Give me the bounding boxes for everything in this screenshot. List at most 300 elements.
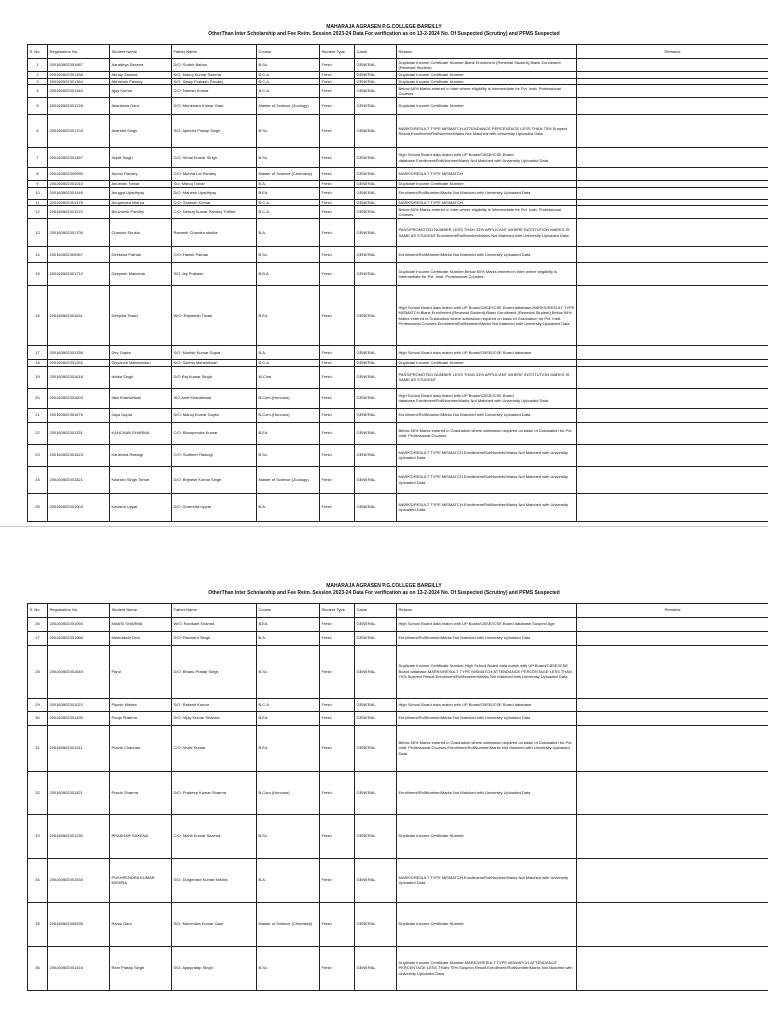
table-row	[28, 346, 768, 360]
father-name-cell: C/O: Santosh Kumar	[172, 199, 257, 206]
col-registration-header: Registration No.	[48, 603, 110, 617]
father-name-cell: D/O Raj Kumar Singh	[172, 366, 257, 388]
registration-number-cell: 200160502301262	[48, 360, 110, 367]
course-cell: B.C.A.	[257, 72, 320, 79]
col-father-name-header: Father Name	[172, 45, 257, 59]
student-type-cell: Fresh	[320, 187, 355, 199]
registration-number-cell: 200160502301022	[48, 698, 110, 711]
table-row	[28, 115, 768, 148]
student-name-cell: Piyush Mishra	[110, 698, 172, 711]
student-name-cell: PRAKHAR SAXENA	[110, 814, 172, 858]
reason-cell: MARKS/RESULT TYPE MISMATCH,Enrollment/RollNumber/Marks Not Matched with University Uploaded Data	[397, 444, 577, 466]
serial-number-cell: 19	[28, 366, 48, 388]
reason-cell: MARKS/RESULT TYPE MISMATCH	[397, 199, 577, 206]
remarks-cell	[577, 466, 768, 493]
course-cell: B.A.	[257, 181, 320, 188]
reason-cell: High School Board data match with UP Board/CBSE/ICSE Board database,Enrollment/RollNumber/Marks Not Matched with University Uploaded Data	[397, 148, 577, 168]
serial-number-cell: 5	[28, 98, 48, 115]
caste-cell: GENERAL	[355, 263, 397, 286]
student-name-cell: MANSI SHARMA	[110, 617, 172, 631]
col-caste-header: Caste	[355, 45, 397, 59]
reason-cell: Enrollment/RollNumber/Marks Not Matched with University Uploaded Data	[397, 711, 577, 725]
serial-number-cell: 10	[28, 187, 48, 199]
student-name-cell: Itish Khandelwal	[110, 388, 172, 408]
student-type-cell: Fresh	[320, 711, 355, 725]
father-name-cell: Ramesh Chandra shukla	[172, 219, 257, 247]
reason-cell: Below 55% Marks entered in Graduation where admission required on basic of Graduation for Pvt. Instt. Professional Courses,Enrollment/RollNumber/Marks Not Matched with University Uploaded Data	[397, 725, 577, 771]
caste-cell: GENERAL	[355, 78, 397, 85]
table-row	[28, 631, 768, 645]
serial-number-cell: 13	[28, 219, 48, 247]
col-sno-header: S. No.	[28, 45, 48, 59]
student-type-cell: Fresh	[320, 366, 355, 388]
table-row	[28, 493, 768, 521]
father-name-cell: C/O: Mohit Kumar Saxena	[172, 814, 257, 858]
caste-cell: GENERAL	[355, 725, 397, 771]
student-type-cell: Fresh	[320, 181, 355, 188]
student-type-cell: Fresh	[320, 148, 355, 168]
student-name-cell: Anmol Pandey	[110, 168, 172, 181]
remarks-cell	[577, 408, 768, 422]
student-name-cell: Akanksha Gaur	[110, 98, 172, 115]
page-header-2	[0, 583, 768, 597]
father-name-cell: S/O: Munish Kumar Gupta	[172, 346, 257, 360]
student-type-cell: Fresh	[320, 698, 355, 711]
table-row	[28, 466, 768, 493]
father-name-cell: C/O: Harish Pathak	[172, 247, 257, 263]
student-type-cell: Fresh	[320, 422, 355, 444]
table-row	[28, 946, 768, 990]
student-type-cell: Fresh	[320, 78, 355, 85]
registration-number-cell: 200160502301364	[48, 78, 110, 85]
course-cell: M.Com.	[257, 366, 320, 388]
serial-number-cell: 28	[28, 645, 48, 698]
reason-cell: MARKS/RESULT TYPE MISMATCH,Enrollment/RollNumber/Marks Not Matched with University Uploaded Data	[397, 858, 577, 902]
student-type-cell: Fresh	[320, 493, 355, 521]
serial-number-cell: 15	[28, 263, 48, 286]
student-name-cell: Anubhav Tomar	[110, 181, 172, 188]
remarks-cell	[577, 98, 768, 115]
reason-cell: Enrollment/RollNumber/Marks Not Matched with University Uploaded Data	[397, 631, 577, 645]
serial-number-cell: 9	[28, 181, 48, 188]
serial-number-cell: 12	[28, 206, 48, 219]
registration-number-cell: 200160502301230	[48, 814, 110, 858]
col-registration-header: Registration No.	[48, 45, 110, 59]
col-course-header: Course	[257, 603, 320, 617]
col-student-name-header: Student Name	[110, 45, 172, 59]
registration-number-cell: 200160502301521	[48, 466, 110, 493]
student-name-cell: Prachi Sharma	[110, 771, 172, 814]
student-type-cell: Fresh	[320, 617, 355, 631]
remarks-cell	[577, 286, 768, 346]
registration-number-cell: 200160502301446	[48, 187, 110, 199]
remarks-cell	[577, 725, 768, 771]
reason-cell: Duplicate Income Certificate Number	[397, 814, 577, 858]
col-student-name-header: Student Name	[110, 603, 172, 617]
caste-cell: GENERAL	[355, 206, 397, 219]
reason-cell: Enrollment/RollNumber/Marks Not Matched with University Uploaded Data	[397, 771, 577, 814]
caste-cell: GENERAL	[355, 199, 397, 206]
serial-number-cell: 2	[28, 72, 48, 79]
serial-number-cell: 24	[28, 466, 48, 493]
father-name-cell: S/O Jay Prakash	[172, 263, 257, 286]
remarks-cell	[577, 631, 768, 645]
col-student-type-header: Student Type	[320, 45, 355, 59]
father-name-cell: D/O: Ravindra Singh	[172, 631, 257, 645]
course-cell: B.C.A.	[257, 698, 320, 711]
remarks-cell	[577, 617, 768, 631]
col-sno-header: S. No.	[28, 603, 48, 617]
father-name-cell: D/O: Brijnesh Kumar Singh	[172, 466, 257, 493]
table-row	[28, 247, 768, 263]
father-name-cell: S/O: Manoj Kumar Saxena	[172, 72, 257, 79]
student-name-cell: Aaradhya Saxena	[110, 59, 172, 72]
course-cell: B.C.A.	[257, 199, 320, 206]
table-row	[28, 85, 768, 98]
student-type-cell: Fresh	[320, 72, 355, 79]
student-type-cell: Fresh	[320, 645, 355, 698]
serial-number-cell: 3	[28, 78, 48, 85]
student-name-cell: Parul	[110, 645, 172, 698]
course-cell: B.Sc.	[257, 59, 320, 72]
serial-number-cell: 32	[28, 771, 48, 814]
table-row	[28, 645, 768, 698]
remarks-cell	[577, 388, 768, 408]
father-name-cell: C/O: Munna Lal Pandey	[172, 168, 257, 181]
reason-cell: PASS/PROMOTED NUMBER LESS THAN 33% APPLICANT WHERE INSTITUTION MARKS IS SAME AS STUDENT,Enrollment/RollNumber/Marks Not Matched with University Uploaded Data	[397, 219, 577, 247]
father-name-cell: W/O: Ravikant Sharma	[172, 617, 257, 631]
caste-cell: GENERAL	[355, 168, 397, 181]
table-row	[28, 286, 768, 346]
remarks-cell	[577, 444, 768, 466]
father-name-cell: S/O: Rakesh Kumar	[172, 698, 257, 711]
caste-cell: GENERAL	[355, 493, 397, 521]
registration-number-cell: 200160502301523	[48, 444, 110, 466]
serial-number-cell: 30	[28, 711, 48, 725]
reason-cell: Duplicate Income Certificate Number	[397, 78, 577, 85]
remarks-cell	[577, 85, 768, 98]
registration-number-cell: 200160502301010	[48, 181, 110, 188]
reason-cell: Duplicate Income Certificate Number	[397, 98, 577, 115]
father-name-cell: S/O: Sachin Maheshwari	[172, 360, 257, 367]
registration-number-cell: 200160502301705	[48, 219, 110, 247]
remarks-cell	[577, 902, 768, 946]
course-cell: B.A.	[257, 631, 320, 645]
remarks-cell	[577, 263, 768, 286]
table-row	[28, 711, 768, 725]
serial-number-cell: 22	[28, 422, 48, 444]
father-name-cell: C/O: Neeraj Kumar Pandey 'Father'	[172, 206, 257, 219]
serial-number-cell: 27	[28, 631, 48, 645]
student-name-cell: Kashish Singh Tomar	[110, 466, 172, 493]
caste-cell: GENERAL	[355, 422, 397, 444]
table-row	[28, 617, 768, 631]
student-type-cell: Fresh	[320, 219, 355, 247]
report-subtitle: OtherThan Inter Scholarship and Fee Reim. Session 2023-24 Data For verification as on 13-2-2024 No. Of Suspected (Scrutiny) and PFMS Suspected	[208, 589, 560, 596]
caste-cell: GENERAL	[355, 181, 397, 188]
registration-number-cell: 200160502301416	[48, 946, 110, 990]
student-type-cell: Fresh	[320, 946, 355, 990]
father-name-cell: S/O: Satay Prakash Pandey	[172, 78, 257, 85]
serial-number-cell: 26	[28, 617, 48, 631]
serial-number-cell: 33	[28, 814, 48, 858]
reason-cell: High School Board data match with UP Board/CBSE/ICSE Board database,Suspect Age	[397, 617, 577, 631]
caste-cell: GENERAL	[355, 466, 397, 493]
table-row	[28, 388, 768, 408]
student-type-cell: Fresh	[320, 263, 355, 286]
remarks-cell	[577, 698, 768, 711]
student-name-cell: Divyansh Maheshwari	[110, 360, 172, 367]
course-cell: B.C.A.	[257, 78, 320, 85]
caste-cell: GENERAL	[355, 645, 397, 698]
father-name-cell: D/O: Manoj Kumar Gupta	[172, 408, 257, 422]
remarks-cell	[577, 422, 768, 444]
course-cell: B.C.A.	[257, 360, 320, 367]
student-name-cell: KANCHAN SHARMA	[110, 422, 172, 444]
course-cell: B.A.	[257, 346, 320, 360]
registration-number-cell: 200160502301331	[48, 422, 110, 444]
serial-number-cell: 34	[28, 858, 48, 902]
col-student-type-header: Student Type	[320, 603, 355, 617]
registration-number-cell: 200160502301618	[48, 366, 110, 388]
student-name-cell: Dev Gupta	[110, 346, 172, 360]
serial-number-cell: 29	[28, 698, 48, 711]
reason-cell: Enrollment/RollNumber/Marks Not Matched with University Uploaded Data	[397, 408, 577, 422]
registration-number-cell: 200160502301336	[48, 346, 110, 360]
registration-number-cell: 200160502301687	[48, 59, 110, 72]
caste-cell: GENERAL	[355, 286, 397, 346]
serial-number-cell: 25	[28, 493, 48, 521]
student-name-cell: Chandni Shukla	[110, 219, 172, 247]
student-name-cell: Jaya Gupta	[110, 408, 172, 422]
table-row	[28, 168, 768, 181]
student-type-cell: Fresh	[320, 346, 355, 360]
course-cell: Master of Science (Zoology)	[257, 466, 320, 493]
course-cell: B.Ed.	[257, 711, 320, 725]
suspected-students-table-2	[27, 603, 768, 991]
course-cell: B.Ed.	[257, 617, 320, 631]
student-name-cell: Akarshit Singh	[110, 115, 172, 148]
student-type-cell: Fresh	[320, 98, 355, 115]
remarks-cell	[577, 168, 768, 181]
remarks-cell	[577, 219, 768, 247]
student-name-cell: Anupendra Mishra	[110, 199, 172, 206]
reason-cell: Enrollment/RollNumber/Marks Not Matched with University Uploaded Data	[397, 187, 577, 199]
table-row	[28, 422, 768, 444]
serial-number-cell: 35	[28, 902, 48, 946]
reason-cell: Duplicate Income Certificate Number,Below 60% Marks entered in Inter where eligibility is Intermediate for Pvt. Instt. Professional Courses	[397, 263, 577, 286]
reason-cell: Duplicate Income Certificate Number,Blank Enrollment (Renewal Student),Blank Enrollment (Renewal Student)	[397, 59, 577, 72]
student-type-cell: Fresh	[320, 360, 355, 367]
father-name-cell: D/O: Surendra Uppal	[172, 493, 257, 521]
registration-number-cell: 200160502301066	[48, 631, 110, 645]
course-cell: B.Sc.	[257, 814, 320, 858]
serial-number-cell: 16	[28, 286, 48, 346]
col-remarks-header: Remarks	[577, 603, 768, 617]
caste-cell: GENERAL	[355, 148, 397, 168]
student-name-cell: Anugya Upadhyay	[110, 187, 172, 199]
table-row	[28, 771, 768, 814]
registration-number-cell: 200160502300995	[48, 168, 110, 181]
caste-cell: GENERAL	[355, 698, 397, 711]
serial-number-cell: 31	[28, 725, 48, 771]
father-name-cell: D/O: Sudhir Baboo	[172, 59, 257, 72]
student-name-cell: Rahul Gaur	[110, 902, 172, 946]
registration-number-cell: 200160502300935	[48, 902, 110, 946]
student-name-cell: Abhishek Pandey	[110, 78, 172, 85]
table-row	[28, 98, 768, 115]
father-name-cell: C/O: Sudheer Rastogi	[172, 444, 257, 466]
course-cell: B.Ed.	[257, 187, 320, 199]
registration-number-cell: 200160502301475	[48, 199, 110, 206]
caste-cell: GENERAL	[355, 617, 397, 631]
remarks-cell	[577, 346, 768, 360]
reason-cell: High School Board data match with UP Board/CBSE/ICSE Board database	[397, 698, 577, 711]
reason-cell: High School Board data match with UP Board/CBSE/ICSE Board database,Enrollment/RollNumber/Marks Not Matched with University Uploaded Data	[397, 388, 577, 408]
caste-cell: GENERAL	[355, 858, 397, 902]
caste-cell: GENERAL	[355, 187, 397, 199]
registration-number-cell: 200160502301311	[48, 725, 110, 771]
reason-cell: MARKS/RESULT TYPE MISMATCH,ATTENDANCE PERCENTAGE LESS THAN 75%,Suspect Result,Enrollment/RollNumber/Marks Not Matched with University Uploaded Data	[397, 115, 577, 148]
caste-cell: GENERAL	[355, 711, 397, 725]
table-row	[28, 206, 768, 219]
registration-number-cell: 200160502301640	[48, 645, 110, 698]
father-name-cell: S/o: Manoj Tomar	[172, 181, 257, 188]
student-type-cell: Fresh	[320, 206, 355, 219]
serial-number-cell: 14	[28, 247, 48, 263]
student-type-cell: Fresh	[320, 388, 355, 408]
table-row	[28, 698, 768, 711]
serial-number-cell: 36	[28, 946, 48, 990]
student-name-cell: Bhuvnesh Pandey	[110, 206, 172, 219]
remarks-cell	[577, 115, 768, 148]
caste-cell: GENERAL	[355, 360, 397, 367]
registration-number-cell: 200160502301710	[48, 263, 110, 286]
caste-cell: GENERAL	[355, 408, 397, 422]
father-name-cell: D/O: Munendra Kumar Gaur	[172, 98, 257, 115]
reason-cell: Duplicate Income Certificate Number,High School Board data match with UP Board/CBSE/ICSE Board database,MARKS/RESULT TYPE MISMATCH,ATTENDANCE PERCENTAGE LESS THAN 75%,Suspect Result,Enrollment/RollNumber/Marks Not Matched with University Uploaded Data	[397, 645, 577, 698]
table-row	[28, 725, 768, 771]
college-title: MAHARAJA AGRASEN P.G.COLLEGE BAREILLY	[326, 24, 442, 30]
table-row	[28, 366, 768, 388]
serial-number-cell: 17	[28, 346, 48, 360]
student-type-cell: Fresh	[320, 771, 355, 814]
course-cell: Master of Science (Chemistry)	[257, 168, 320, 181]
course-cell: B.Sc.	[257, 645, 320, 698]
remarks-cell	[577, 645, 768, 698]
student-name-cell: PUSHPENDRA KUMAR MISHRA	[110, 858, 172, 902]
student-type-cell: Fresh	[320, 858, 355, 902]
reason-cell: MARKS/RESULT TYPE MISMATCH,Enrollment/RollNumber/Marks Not Matched with University Uploaded Data	[397, 466, 577, 493]
course-cell: Master of Science (Chemistry)	[257, 902, 320, 946]
course-cell: B.C.A.	[257, 206, 320, 219]
table-header-row	[28, 45, 768, 59]
registration-number-cell: 200160502301603	[48, 388, 110, 408]
page-header-1	[0, 0, 768, 38]
student-name-cell: Deepika Tiwari	[110, 286, 172, 346]
table-row	[28, 814, 768, 858]
reason-cell: High School Board data match with UP Board/CBSE/ICSE Board database	[397, 346, 577, 360]
remarks-cell	[577, 59, 768, 72]
col-reason-header: Reason	[397, 603, 577, 617]
table-header-row	[28, 603, 768, 617]
student-name-cell: Prachi Chauhan	[110, 725, 172, 771]
father-name-cell: C/O: Bhoopendra Kumar	[172, 422, 257, 444]
remarks-cell	[577, 366, 768, 388]
registration-number-cell: 200160502301093	[48, 617, 110, 631]
remarks-cell	[577, 148, 768, 168]
table-row	[28, 59, 768, 72]
course-cell: B.Com.(Honours)	[257, 771, 320, 814]
report-subtitle: OtherThan Inter Scholarship and Fee Reim. Session 2023-24 Data For verification as on 13-2-2024 No. Of Suspected (Scrutiny) and PFMS Suspected	[208, 31, 560, 37]
course-cell: B.Com.(Honours)	[257, 388, 320, 408]
registration-number-cell: 200160502301534	[48, 858, 110, 902]
caste-cell: GENERAL	[355, 814, 397, 858]
col-caste-header: Caste	[355, 603, 397, 617]
father-name-cell: D/O: Vijay Kumar Sharma	[172, 711, 257, 725]
reason-cell: Duplicate Income Certificate Number	[397, 72, 577, 79]
father-name-cell: D/O: Pradeep Kumar Sharma	[172, 771, 257, 814]
student-type-cell: Fresh	[320, 725, 355, 771]
table-row	[28, 902, 768, 946]
registration-number-cell: 200160502301521	[48, 771, 110, 814]
reason-cell: Duplicate Income Certificate Number	[397, 902, 577, 946]
registration-number-cell: 200160502301003	[48, 493, 110, 521]
caste-cell: GENERAL	[355, 219, 397, 247]
father-name-cell: W/O: Rajneesh Tiwari	[172, 286, 257, 346]
student-type-cell: Fresh	[320, 408, 355, 422]
caste-cell: GENERAL	[355, 902, 397, 946]
caste-cell: GENERAL	[355, 85, 397, 98]
suspected-students-table-1	[27, 44, 768, 522]
remarks-cell	[577, 814, 768, 858]
caste-cell: GENERAL	[355, 444, 397, 466]
registration-number-cell: 200160502301340	[48, 85, 110, 98]
reason-cell: Duplicate Income Certificate Number	[397, 181, 577, 188]
reason-cell: Below 60% Marks entered in Inter where eligibility is Intermediate for Pvt. Instt. Professional Courses	[397, 206, 577, 219]
course-cell: B.Com.(Honours)	[257, 408, 320, 422]
page-break	[0, 526, 768, 583]
caste-cell: GENERAL	[355, 98, 397, 115]
father-name-cell: S/O: Ajaypratap Singh	[172, 946, 257, 990]
serial-number-cell: 23	[28, 444, 48, 466]
course-cell: B.Sc.	[257, 444, 320, 466]
student-name-cell: Deeksha Pathak	[110, 247, 172, 263]
remarks-cell	[577, 247, 768, 263]
student-name-cell: Kavisha Uppal	[110, 493, 172, 521]
table-row	[28, 858, 768, 902]
caste-cell: GENERAL	[355, 346, 397, 360]
student-name-cell: Ishika Singh	[110, 366, 172, 388]
col-course-header: Course	[257, 45, 320, 59]
student-type-cell: Fresh	[320, 444, 355, 466]
caste-cell: GENERAL	[355, 247, 397, 263]
table-row	[28, 263, 768, 286]
serial-number-cell: 18	[28, 360, 48, 367]
student-type-cell: Fresh	[320, 115, 355, 148]
father-name-cell: S/O: Ajendra Pratap Singh	[172, 115, 257, 148]
table-row	[28, 148, 768, 168]
caste-cell: GENERAL	[355, 366, 397, 388]
father-name-cell: C/O: Naresh Kumar	[172, 85, 257, 98]
caste-cell: GENERAL	[355, 72, 397, 79]
course-cell: B.Sc.	[257, 115, 320, 148]
table-row	[28, 408, 768, 422]
student-name-cell: Pooja Sharma	[110, 711, 172, 725]
caste-cell: GENERAL	[355, 946, 397, 990]
student-name-cell: Karishma Rastogi	[110, 444, 172, 466]
student-name-cell: Abhay Saxena	[110, 72, 172, 79]
